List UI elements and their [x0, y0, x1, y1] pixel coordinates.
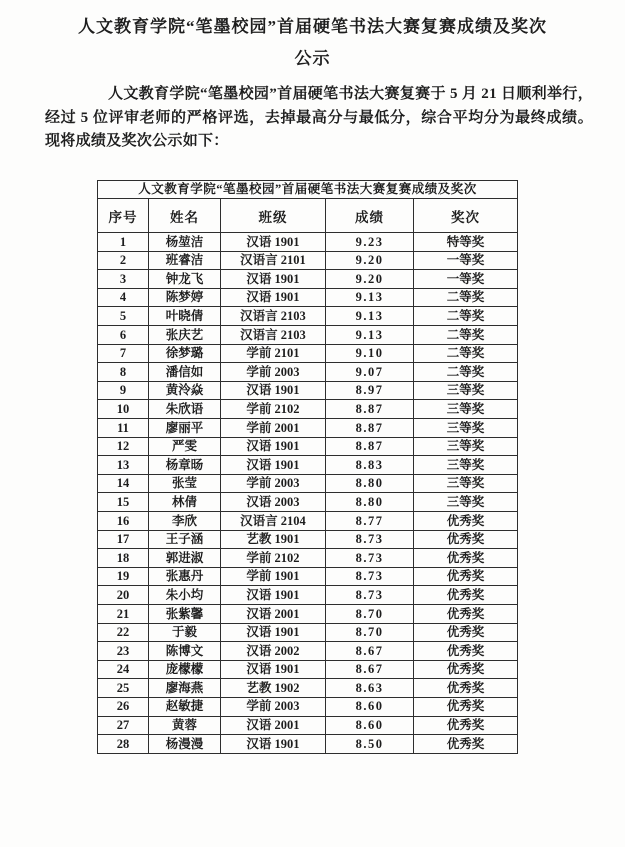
- award-cell: 优秀奖: [414, 586, 518, 605]
- score-cell: 8.97: [326, 381, 414, 400]
- class-cell: 汉语 1901: [221, 288, 326, 307]
- rank-cell: 4: [98, 288, 149, 307]
- class-cell: 汉语 2001: [221, 716, 326, 735]
- rank-cell: 21: [98, 604, 149, 623]
- rank-cell: 23: [98, 642, 149, 661]
- award-cell: 优秀奖: [414, 549, 518, 568]
- score-cell: 8.67: [326, 660, 414, 679]
- name-cell: 潘信如: [149, 363, 221, 382]
- table-row: [98, 363, 518, 382]
- rank-cell: 7: [98, 344, 149, 363]
- results-table-head: [98, 180, 518, 233]
- name-cell: 黄蓉: [149, 716, 221, 735]
- name-cell: 李欣: [149, 512, 221, 531]
- class-cell: 汉语 1901: [221, 660, 326, 679]
- rank-cell: 14: [98, 474, 149, 493]
- class-cell: 学前 2102: [221, 400, 326, 419]
- award-cell: 优秀奖: [414, 716, 518, 735]
- name-cell: 朱小均: [149, 586, 221, 605]
- award-cell: 一等奖: [414, 270, 518, 289]
- class-cell: 艺教 1901: [221, 530, 326, 549]
- table-caption: 人文教育学院“笔墨校园”首届硬笔书法大赛复赛成绩及奖次: [98, 180, 518, 199]
- award-cell: 三等奖: [414, 456, 518, 475]
- name-cell: 赵敏捷: [149, 697, 221, 716]
- table-row: [98, 251, 518, 270]
- class-cell: 汉语 1901: [221, 381, 326, 400]
- class-cell: 汉语 1901: [221, 456, 326, 475]
- rank-cell: 16: [98, 512, 149, 531]
- class-cell: 汉语 2003: [221, 493, 326, 512]
- award-cell: 二等奖: [414, 307, 518, 326]
- name-cell: 陈博文: [149, 642, 221, 661]
- table-row: [98, 697, 518, 716]
- name-cell: 廖丽平: [149, 419, 221, 438]
- table-row: [98, 642, 518, 661]
- intro-paragraph: 人文教育学院“笔墨校园”首届硬笔书法大赛复赛于 5 月 21 日顺利举行，经过 5 位评审老师的严格评选，去掉最高分与最低分，综合平均分为最终成绩。现将成绩及奖次公示如下：: [45, 86, 593, 149]
- score-cell: 8.87: [326, 419, 414, 438]
- class-cell: 学前 2003: [221, 363, 326, 382]
- rank-cell: 25: [98, 679, 149, 698]
- award-cell: 三等奖: [414, 474, 518, 493]
- score-cell: 9.10: [326, 344, 414, 363]
- page-title: 人文教育学院“笔墨校园”首届硬笔书法大赛复赛成绩及奖次: [78, 17, 547, 36]
- award-cell: 优秀奖: [414, 735, 518, 754]
- name-cell: 班睿洁: [149, 251, 221, 270]
- name-cell: 廖海燕: [149, 679, 221, 698]
- score-cell: 9.20: [326, 251, 414, 270]
- column-header-award: 奖次: [414, 199, 518, 233]
- table-header-row: [98, 199, 518, 233]
- table-caption-row: [98, 180, 518, 199]
- rank-cell: 11: [98, 419, 149, 438]
- column-header-name: 姓名: [149, 199, 221, 233]
- name-cell: 朱欣语: [149, 400, 221, 419]
- name-cell: 叶晓倩: [149, 307, 221, 326]
- name-cell: 张莹: [149, 474, 221, 493]
- award-cell: 三等奖: [414, 493, 518, 512]
- score-cell: 8.60: [326, 697, 414, 716]
- rank-cell: 17: [98, 530, 149, 549]
- name-cell: 张庆艺: [149, 326, 221, 345]
- award-cell: 优秀奖: [414, 642, 518, 661]
- class-cell: 汉语 1901: [221, 233, 326, 252]
- rank-cell: 24: [98, 660, 149, 679]
- award-cell: 二等奖: [414, 363, 518, 382]
- rank-cell: 15: [98, 493, 149, 512]
- name-cell: 王子涵: [149, 530, 221, 549]
- table-row: [98, 307, 518, 326]
- class-cell: 学前 2003: [221, 474, 326, 493]
- name-cell: 陈梦婷: [149, 288, 221, 307]
- score-cell: 8.63: [326, 679, 414, 698]
- class-cell: 汉语 1901: [221, 437, 326, 456]
- name-cell: 于毅: [149, 623, 221, 642]
- rank-cell: 20: [98, 586, 149, 605]
- rank-cell: 28: [98, 735, 149, 754]
- name-cell: 严雯: [149, 437, 221, 456]
- table-row: [98, 400, 518, 419]
- score-cell: 9.20: [326, 270, 414, 289]
- award-cell: 优秀奖: [414, 604, 518, 623]
- rank-cell: 3: [98, 270, 149, 289]
- award-cell: 优秀奖: [414, 660, 518, 679]
- rank-cell: 12: [98, 437, 149, 456]
- class-cell: 汉语言 2104: [221, 512, 326, 531]
- score-cell: 9.23: [326, 233, 414, 252]
- class-cell: 汉语言 2103: [221, 326, 326, 345]
- table-row: [98, 381, 518, 400]
- class-cell: 汉语言 2101: [221, 251, 326, 270]
- table-row: [98, 419, 518, 438]
- rank-cell: 1: [98, 233, 149, 252]
- award-cell: 优秀奖: [414, 530, 518, 549]
- class-cell: 学前 2001: [221, 419, 326, 438]
- rank-cell: 2: [98, 251, 149, 270]
- results-tbody: [98, 233, 518, 754]
- score-cell: 8.80: [326, 493, 414, 512]
- table-row: [98, 326, 518, 345]
- score-cell: 8.70: [326, 604, 414, 623]
- table-row: [98, 270, 518, 289]
- class-cell: 汉语 1901: [221, 270, 326, 289]
- class-cell: 学前 1901: [221, 567, 326, 586]
- class-cell: 学前 2102: [221, 549, 326, 568]
- award-cell: 二等奖: [414, 326, 518, 345]
- class-cell: 艺教 1902: [221, 679, 326, 698]
- table-row: [98, 735, 518, 754]
- table-row: [98, 474, 518, 493]
- award-cell: 二等奖: [414, 344, 518, 363]
- table-row: [98, 623, 518, 642]
- table-row: [98, 344, 518, 363]
- table-row: [98, 660, 518, 679]
- table-row: [98, 512, 518, 531]
- rank-cell: 5: [98, 307, 149, 326]
- award-cell: 优秀奖: [414, 567, 518, 586]
- name-cell: 杨堃洁: [149, 233, 221, 252]
- name-cell: 庞檬檬: [149, 660, 221, 679]
- name-cell: 杨章旸: [149, 456, 221, 475]
- name-cell: 黄泠焱: [149, 381, 221, 400]
- score-cell: 9.07: [326, 363, 414, 382]
- table-row: [98, 437, 518, 456]
- results-table: [97, 180, 518, 754]
- score-cell: 8.73: [326, 586, 414, 605]
- class-cell: 汉语 1901: [221, 735, 326, 754]
- rank-cell: 26: [98, 697, 149, 716]
- column-header-class: 班级: [221, 199, 326, 233]
- table-row: [98, 233, 518, 252]
- table-row: [98, 549, 518, 568]
- rank-cell: 27: [98, 716, 149, 735]
- column-header-rank: 序号: [98, 199, 149, 233]
- table-row: [98, 288, 518, 307]
- rank-cell: 18: [98, 549, 149, 568]
- rank-cell: 10: [98, 400, 149, 419]
- rank-cell: 8: [98, 363, 149, 382]
- award-cell: 三等奖: [414, 437, 518, 456]
- class-cell: 汉语言 2103: [221, 307, 326, 326]
- award-cell: 优秀奖: [414, 679, 518, 698]
- score-cell: 8.73: [326, 530, 414, 549]
- award-cell: 三等奖: [414, 419, 518, 438]
- name-cell: 郭进淑: [149, 549, 221, 568]
- table-row: [98, 716, 518, 735]
- class-cell: 汉语 2001: [221, 604, 326, 623]
- score-cell: 9.13: [326, 326, 414, 345]
- name-cell: 林倩: [149, 493, 221, 512]
- award-cell: 优秀奖: [414, 512, 518, 531]
- rank-cell: 6: [98, 326, 149, 345]
- score-cell: 9.13: [326, 288, 414, 307]
- rank-cell: 19: [98, 567, 149, 586]
- class-cell: 汉语 1901: [221, 623, 326, 642]
- class-cell: 汉语 2002: [221, 642, 326, 661]
- name-cell: 张惠丹: [149, 567, 221, 586]
- table-row: [98, 604, 518, 623]
- score-cell: 8.83: [326, 456, 414, 475]
- class-cell: 汉语 1901: [221, 586, 326, 605]
- award-cell: 三等奖: [414, 381, 518, 400]
- table-row: [98, 586, 518, 605]
- scanned-announcement-page: [0, 17, 625, 847]
- table-row: [98, 567, 518, 586]
- award-cell: 优秀奖: [414, 697, 518, 716]
- name-cell: 张紫馨: [149, 604, 221, 623]
- award-cell: 二等奖: [414, 288, 518, 307]
- rank-cell: 22: [98, 623, 149, 642]
- score-cell: 8.77: [326, 512, 414, 531]
- score-cell: 8.67: [326, 642, 414, 661]
- name-cell: 钟龙飞: [149, 270, 221, 289]
- score-cell: 9.13: [326, 307, 414, 326]
- score-cell: 8.87: [326, 437, 414, 456]
- rank-cell: 13: [98, 456, 149, 475]
- table-row: [98, 493, 518, 512]
- table-row: [98, 456, 518, 475]
- award-cell: 特等奖: [414, 233, 518, 252]
- name-cell: 杨漫漫: [149, 735, 221, 754]
- page-title-line2: 公示: [294, 49, 331, 68]
- score-cell: 8.73: [326, 549, 414, 568]
- rank-cell: 9: [98, 381, 149, 400]
- score-cell: 8.80: [326, 474, 414, 493]
- score-cell: 8.73: [326, 567, 414, 586]
- score-cell: 8.70: [326, 623, 414, 642]
- table-row: [98, 679, 518, 698]
- score-cell: 8.60: [326, 716, 414, 735]
- class-cell: 学前 2101: [221, 344, 326, 363]
- score-cell: 8.87: [326, 400, 414, 419]
- score-cell: 8.50: [326, 735, 414, 754]
- column-header-score: 成绩: [326, 199, 414, 233]
- award-cell: 优秀奖: [414, 623, 518, 642]
- name-cell: 徐梦璐: [149, 344, 221, 363]
- table-row: [98, 530, 518, 549]
- award-cell: 三等奖: [414, 400, 518, 419]
- award-cell: 一等奖: [414, 251, 518, 270]
- class-cell: 学前 2003: [221, 697, 326, 716]
